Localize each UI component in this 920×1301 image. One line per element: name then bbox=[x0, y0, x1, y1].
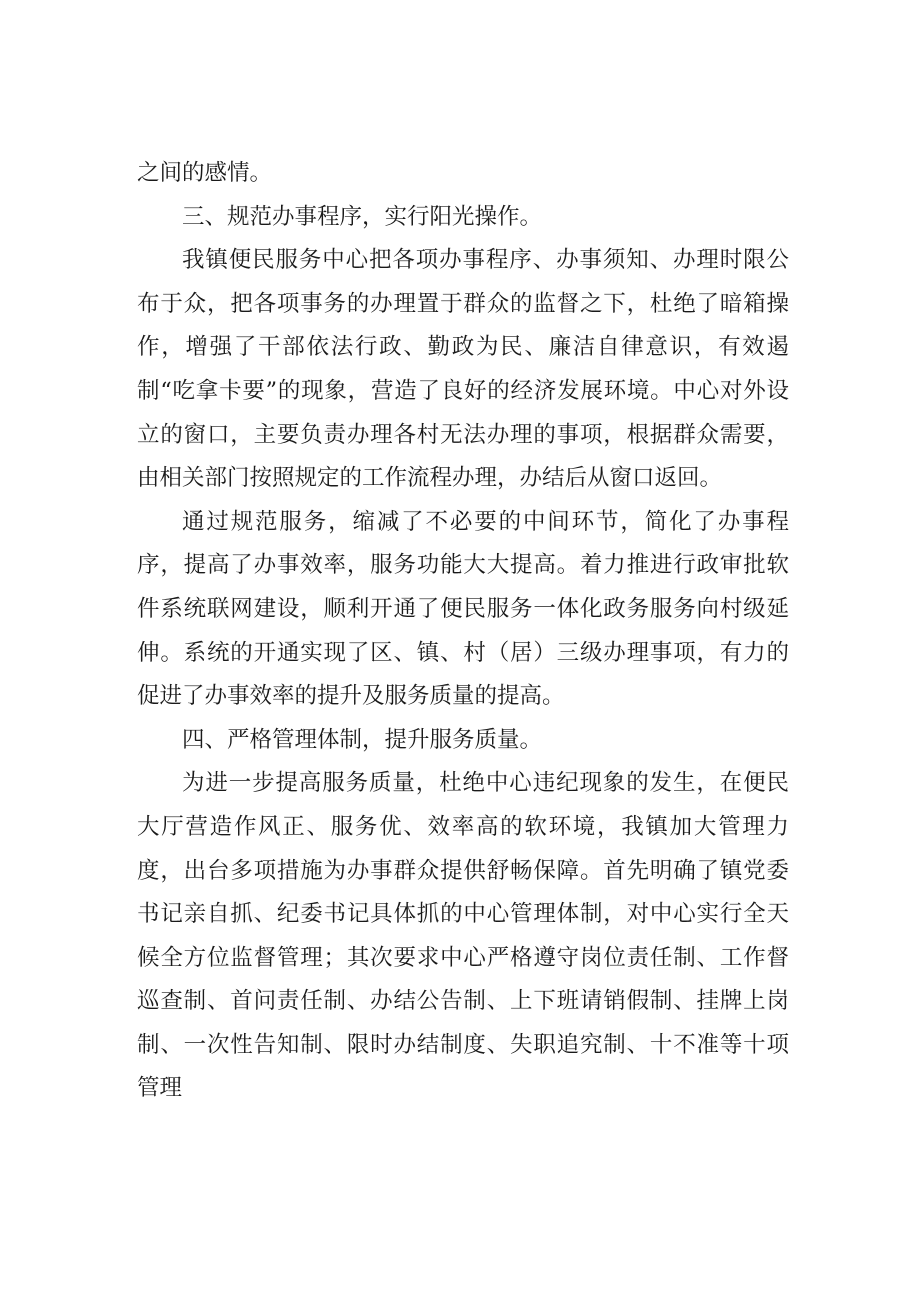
paragraph-management: 为进一步提高服务质量，杜绝中心违纪现象的发生，在便民大厅营造作风正、服务优、效率高的软环境，我镇加大管理力度，出台多项措施为办事群众提供舒畅保障。首先明确了镇党委书记亲自抓、纪委书记具体抓的中心管理体制，对中心实行全天候全方位监督管理；其次要求中心严格遵守岗位责任制、工作督巡查制、首问责任制、办结公告制、上下班请销假制、挂牌上岗制、一次性告知制、限时办结制度、失职追究制、十不准等十项管理 bbox=[137, 770, 789, 1102]
section-heading-four: 四、严格管理体制，提升服务质量。 bbox=[182, 726, 543, 753]
paragraph-efficiency: 通过规范服务，缩减了不必要的中间环节，简化了办事程序，提高了办事效率，服务功能大大提高。着力推进行政审批软件系统联网建设，顺利开通了便民服务一体化政务服务向村级延伸。系统的开通实现了区、镇、村（居）三级办理事项，有力的促进了办事效率的提升及服务质量的提高。 bbox=[137, 508, 789, 710]
section-heading-three: 三、规范办事程序，实行阳光操作。 bbox=[182, 203, 543, 230]
document-body bbox=[137, 152, 789, 1111]
paragraph-continuation: 之间的感情。 bbox=[137, 160, 273, 186]
paragraph-transparency: 我镇便民服务中心把各项办事程序、办事须知、办理时限公布于众，把各项事务的办理置于群众的监督之下，杜绝了暗箱操作，增强了干部依法行政、勤政为民、廉洁自律意识，有效遏制“吃拿卡要”的现象，营造了良好的经济发展环境。中心对外设立的窗口，主要负责办理各村无法办理的事项，根据群众需要，由相关部门按照规定的工作流程办理，办结后从窗口返回。 bbox=[137, 247, 789, 492]
